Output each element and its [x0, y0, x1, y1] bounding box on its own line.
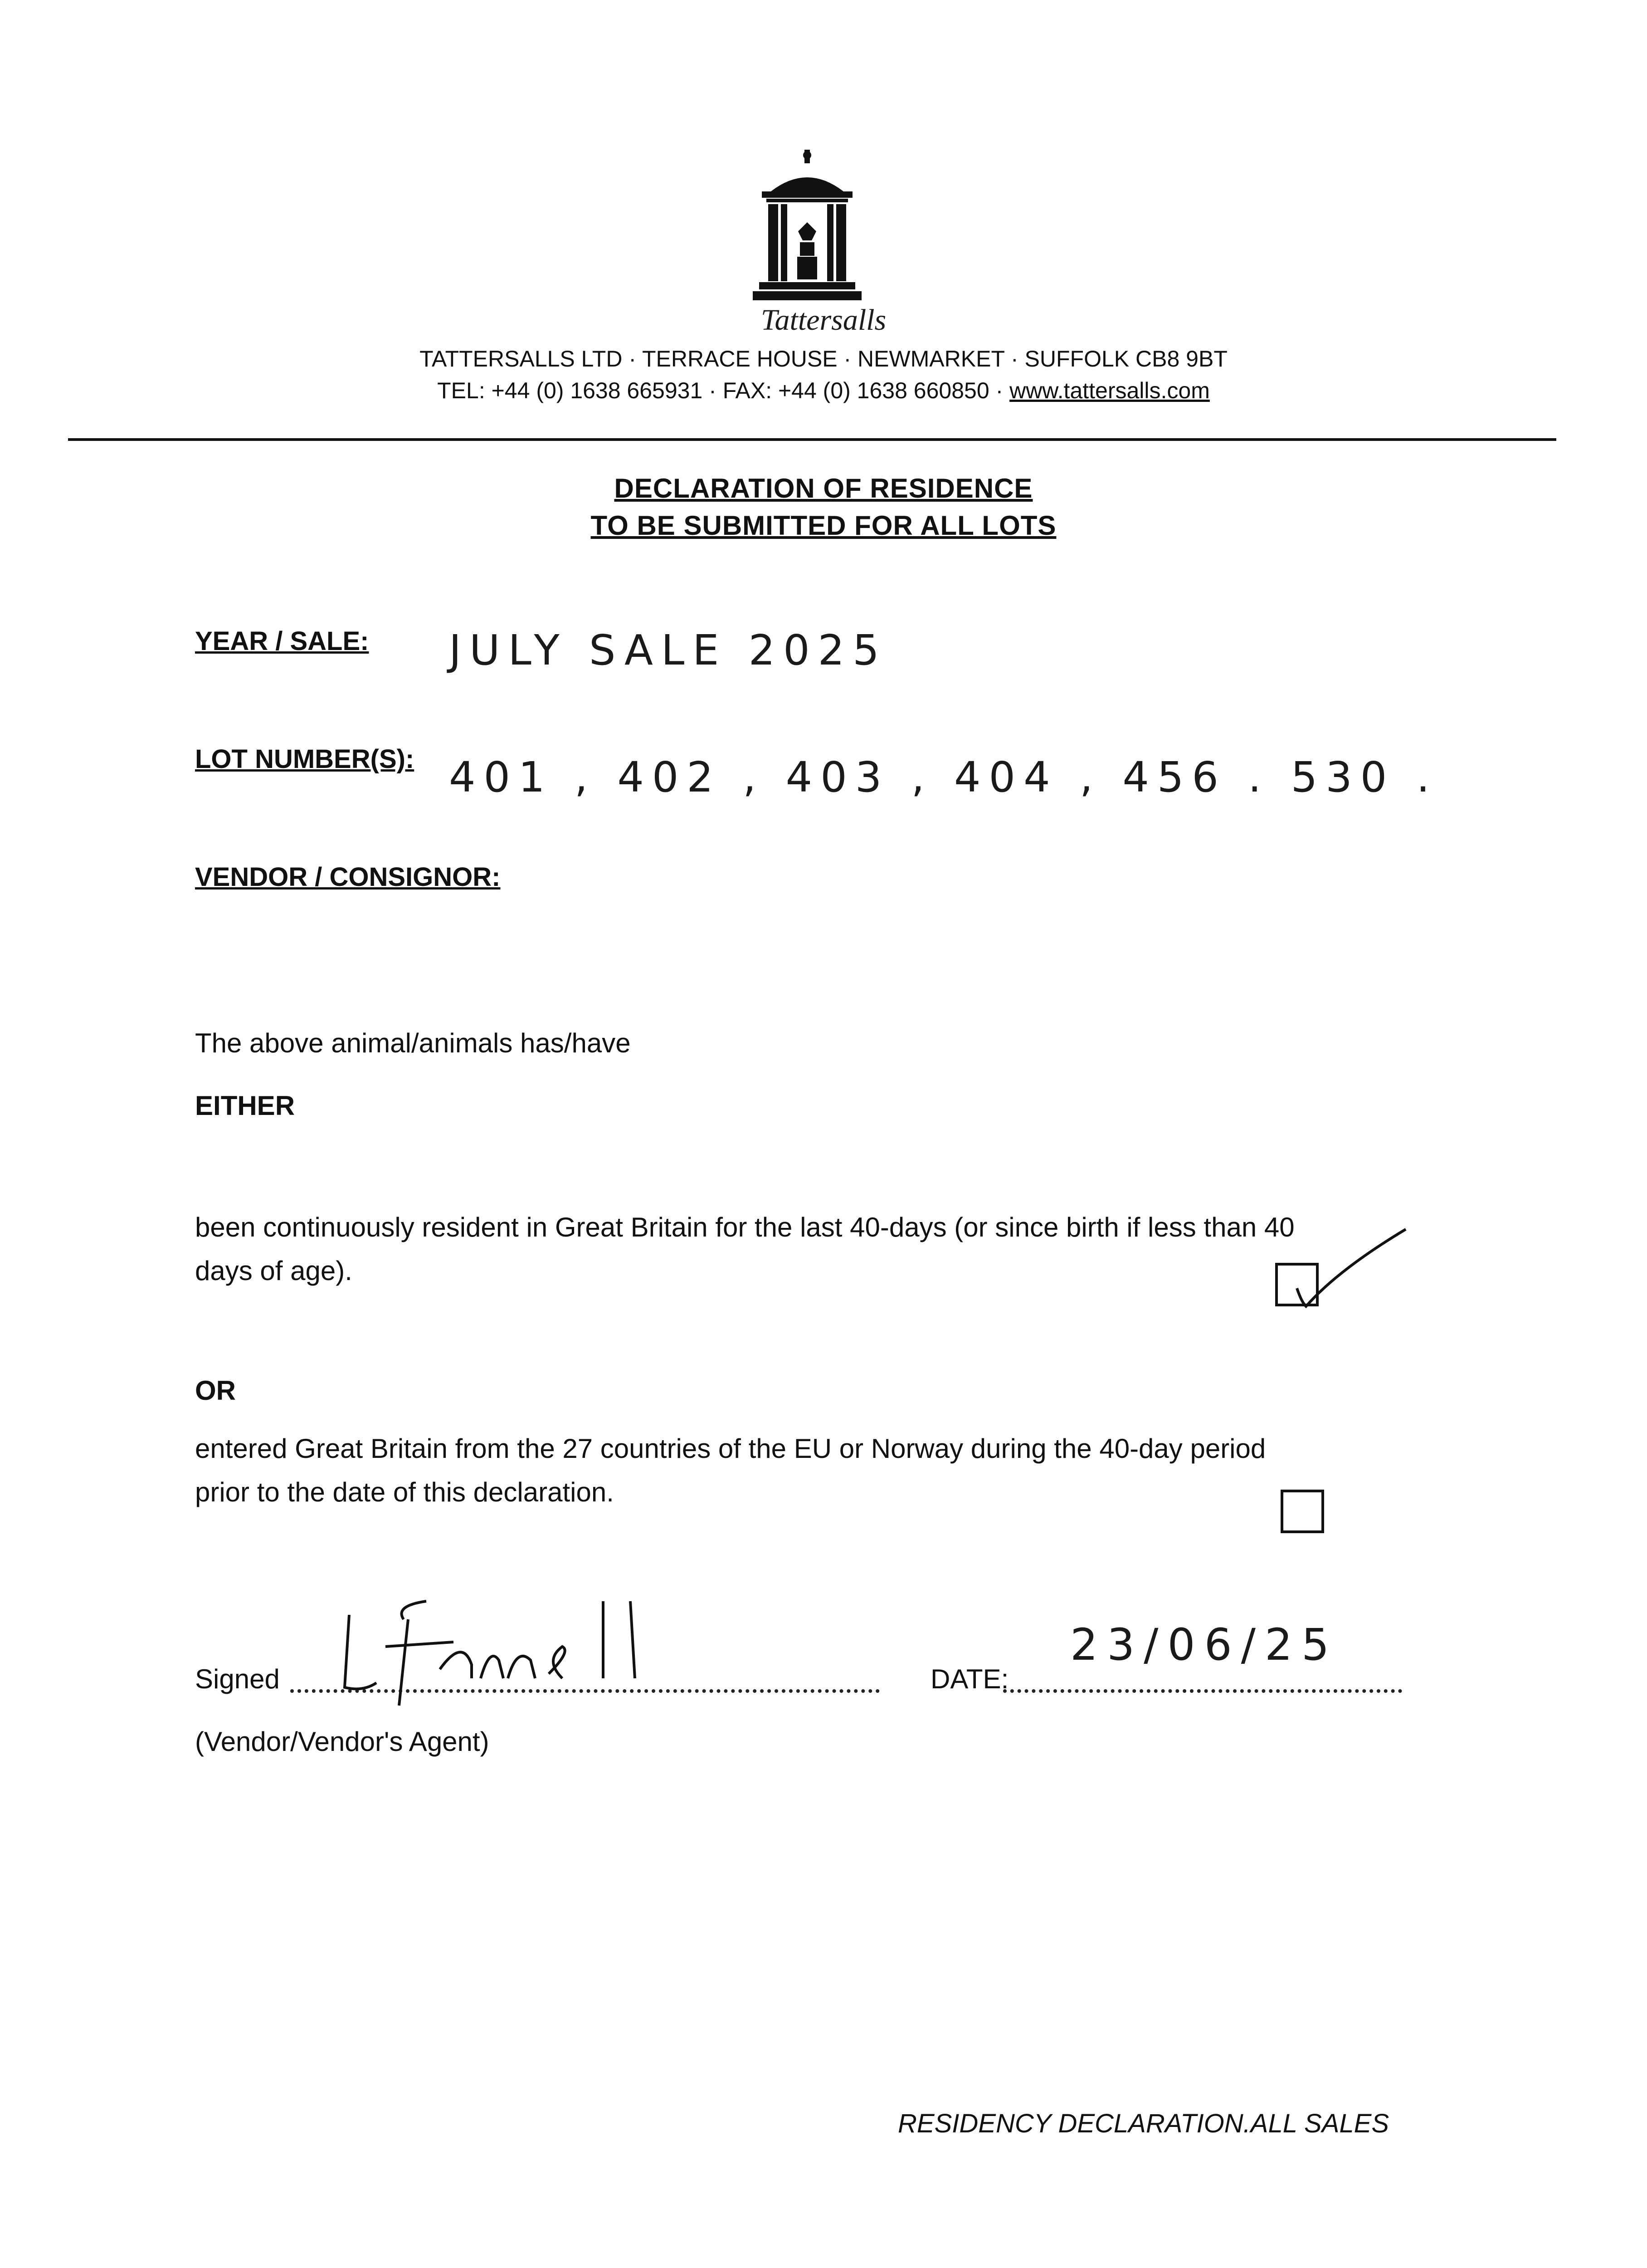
contact-numbers: TEL: +44 (0) 1638 665931 · FAX: +44 (0) 1638 660850 ·	[437, 378, 1010, 403]
lot-numbers-value[interactable]: 401 , 402 , 403 , 404 , 456 . 530 .	[449, 753, 1438, 802]
date-value[interactable]: 23/06/25	[1070, 1619, 1339, 1670]
either-label: EITHER	[195, 1090, 295, 1121]
address-line: TATTERSALLS LTD · TERRACE HOUSE · NEWMARKET · SUFFOLK CB8 9BT	[419, 346, 1228, 371]
date-label: DATE:	[931, 1664, 1009, 1694]
year-sale-value[interactable]: JULY SALE 2025	[449, 626, 887, 675]
signer-role: (Vendor/Vendor's Agent)	[195, 1726, 489, 1757]
option1-line1: been continuously resident in Great Britain for the last 40-days (or since birth if less than 40	[195, 1212, 1295, 1242]
vendor-label: VENDOR / CONSIGNOR:	[195, 862, 501, 892]
website-link[interactable]: www.tattersalls.com	[1009, 378, 1210, 403]
checkmark-icon	[1270, 1220, 1415, 1320]
option1-line2: days of age).	[195, 1256, 352, 1286]
option2-line1: entered Great Britain from the 27 countries of the EU or Norway during the 40-day period	[195, 1433, 1266, 1464]
signed-label: Signed	[195, 1664, 280, 1694]
or-label: OR	[195, 1375, 236, 1406]
brand-wordmark: Tattersalls	[760, 303, 887, 337]
intro-text: The above animal/animals has/have	[195, 1028, 631, 1058]
form-title: DECLARATION OF RESIDENCE	[614, 473, 1033, 503]
contact-line	[272, 377, 1375, 404]
option2-checkbox[interactable]	[1281, 1490, 1324, 1533]
date-line[interactable]	[1003, 1689, 1402, 1693]
tattersalls-logo	[753, 150, 862, 304]
year-sale-label: YEAR / SALE:	[195, 626, 369, 656]
footer-label: RESIDENCY DECLARATION.ALL SALES	[898, 2109, 1389, 2138]
option2-line2: prior to the date of this declaration.	[195, 1477, 614, 1507]
handwritten-signature	[336, 1588, 680, 1715]
lot-numbers-label: LOT NUMBER(S):	[195, 744, 414, 774]
form-subtitle: TO BE SUBMITTED FOR ALL LOTS	[590, 510, 1057, 541]
header-divider	[68, 438, 1556, 441]
